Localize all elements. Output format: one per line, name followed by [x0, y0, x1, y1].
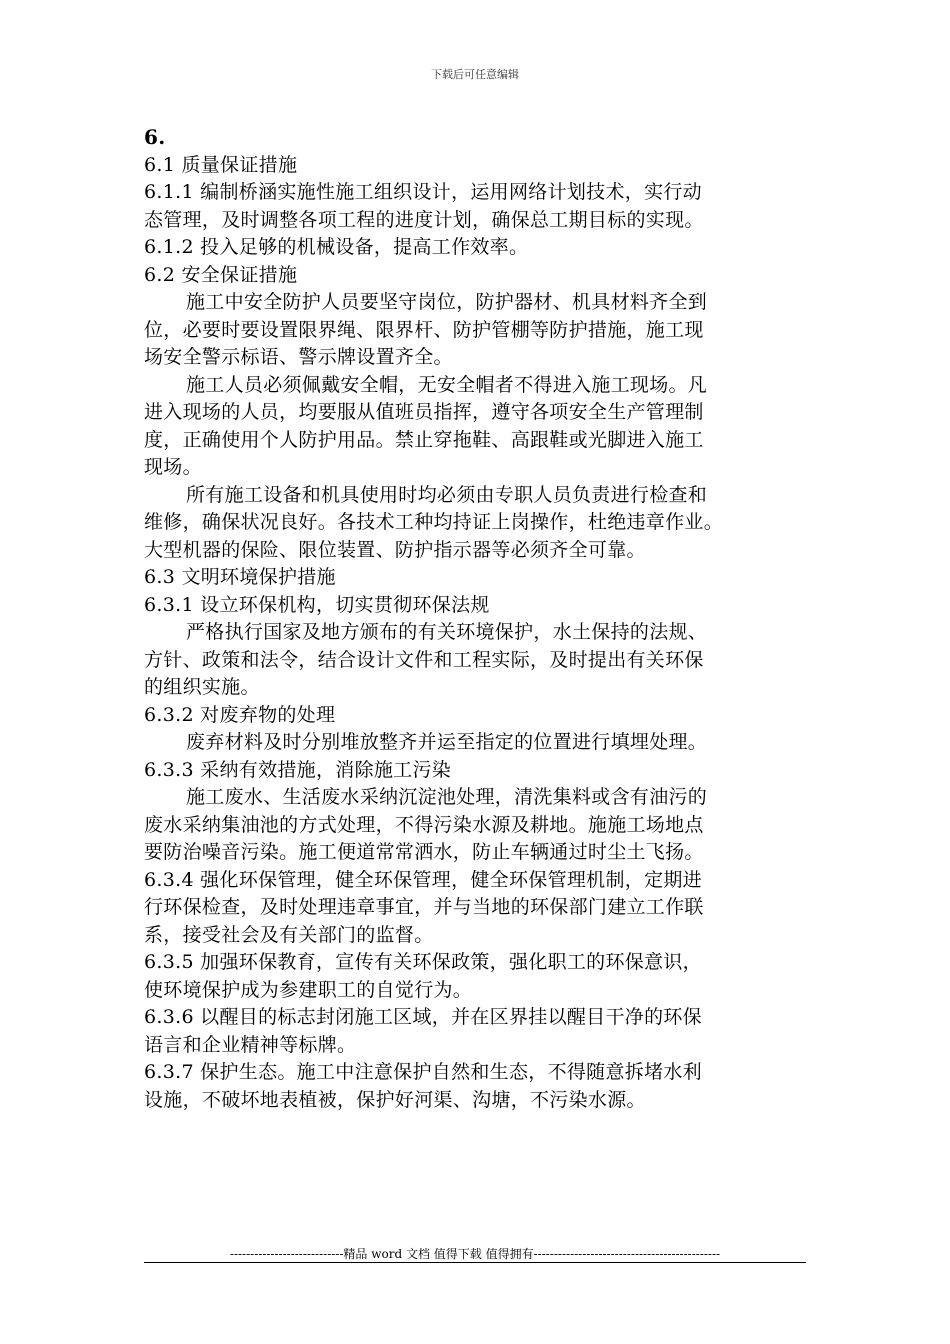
- text-line: 6.: [144, 125, 166, 149]
- text-line: 6.3.4 强化环保管理，健全环保管理，健全环保管理机制，定期进: [144, 868, 702, 891]
- text-line: 度，正确使用个人防护用品。禁止穿拖鞋、高跟鞋或光脚进入施工: [144, 428, 704, 451]
- text-line: 6.3.2 对废弃物的处理: [144, 703, 336, 726]
- text-line: 废水采纳集油池的方式处理，不得污染水源及耕地。施施工场地点: [144, 813, 704, 836]
- text-line: 系，接受社会及有关部门的监督。: [144, 923, 434, 946]
- text-line: 6.3.3 采纳有效措施，消除施工污染: [144, 758, 452, 781]
- text-line: 使环境保护成为参建职工的自觉行为。: [144, 978, 473, 1001]
- text-line: 6.3.7 保护生态。施工中注意保护自然和生态，不得随意拆堵水利: [144, 1061, 702, 1083]
- text-line: 场安全警示标语、警示牌设置齐全。: [144, 346, 453, 368]
- text-line: 严格执行国家及地方颁布的有关环境保护，水土保持的法规、: [186, 621, 708, 643]
- text-line: 语言和企业精神等标牌。: [144, 1033, 357, 1056]
- text-line: 6.3.1 设立环保机构，切实贯彻环保法规: [144, 593, 490, 616]
- text-line: 方针、政策和法令，结合设计文件和工程实际，及时提出有关环保: [144, 648, 704, 671]
- document-body: [144, 124, 814, 1114]
- footer-rule: [144, 1262, 806, 1263]
- text-line: 施工中安全防护人员要坚守岗位，防护器材、机具材料齐全到: [186, 291, 708, 313]
- text-line: 废弃材料及时分别堆放整齐并运至指定的位置进行填埋处理。: [186, 731, 708, 753]
- text-line: 态管理，及时调整各项工程的进度计划，确保总工期目标的实现。: [144, 208, 704, 231]
- text-line: 进入现场的人员，均要服从值班员指挥，遵守各项安全生产管理制: [144, 401, 704, 423]
- page-header: 下载后可任意编辑: [431, 68, 519, 81]
- text-line: 施工废水、生活废水采纳沉淀池处理，清洗集料或含有油污的: [186, 786, 708, 808]
- text-line: 所有施工设备和机具使用时均必须由专职人员负责进行检查和: [186, 483, 708, 506]
- text-line: 维修，确保状况良好。各技术工种均持证上岗操作，杜绝违章作业。: [144, 511, 724, 533]
- text-line: 行环保检查，及时处理违章事宜，并与当地的环保部门建立工作联: [144, 896, 704, 918]
- text-line: 6.3 文明环境保护措施: [144, 566, 336, 588]
- text-line: 6.3.6 以醒目的标志封闭施工区域，并在区界挂以醒目干净的环保: [144, 1006, 702, 1028]
- text-line: 6.2 安全保证措施: [144, 263, 298, 286]
- text-line: 6.1.1 编制桥涵实施性施工组织设计，运用网络计划技术，实行动: [144, 181, 702, 203]
- text-line: 施工人员必须佩戴安全帽，无安全帽者不得进入施工现场。凡: [186, 373, 708, 396]
- text-line: 6.3.5 加强环保教育，宣传有关环保政策，强化职工的环保意识，: [144, 951, 702, 973]
- text-line: 位，必要时要设置限界绳、限界杆、防护管棚等防护措施，施工现: [144, 318, 704, 341]
- text-line: 6.1 质量保证措施: [144, 153, 298, 176]
- text-line: 6.1.2 投入足够的机械设备，提高工作效率。: [144, 236, 529, 258]
- text-line: 现场。: [144, 456, 202, 478]
- page-footer: ----------------------------精品 word 文档 值得下载 值得拥有----------------------------------------------: [229, 1247, 721, 1261]
- text-line: 设施，不破坏地表植被，保护好河渠、沟塘，不污染水源。: [144, 1088, 646, 1111]
- text-line: 要防治噪音污染。施工便道常常洒水，防止车辆通过时尘土飞扬。: [144, 841, 704, 863]
- text-line: 大型机器的保险、限位装置、防护指示器等必须齐全可靠。: [144, 538, 646, 561]
- text-line: 的组织实施。: [144, 676, 260, 698]
